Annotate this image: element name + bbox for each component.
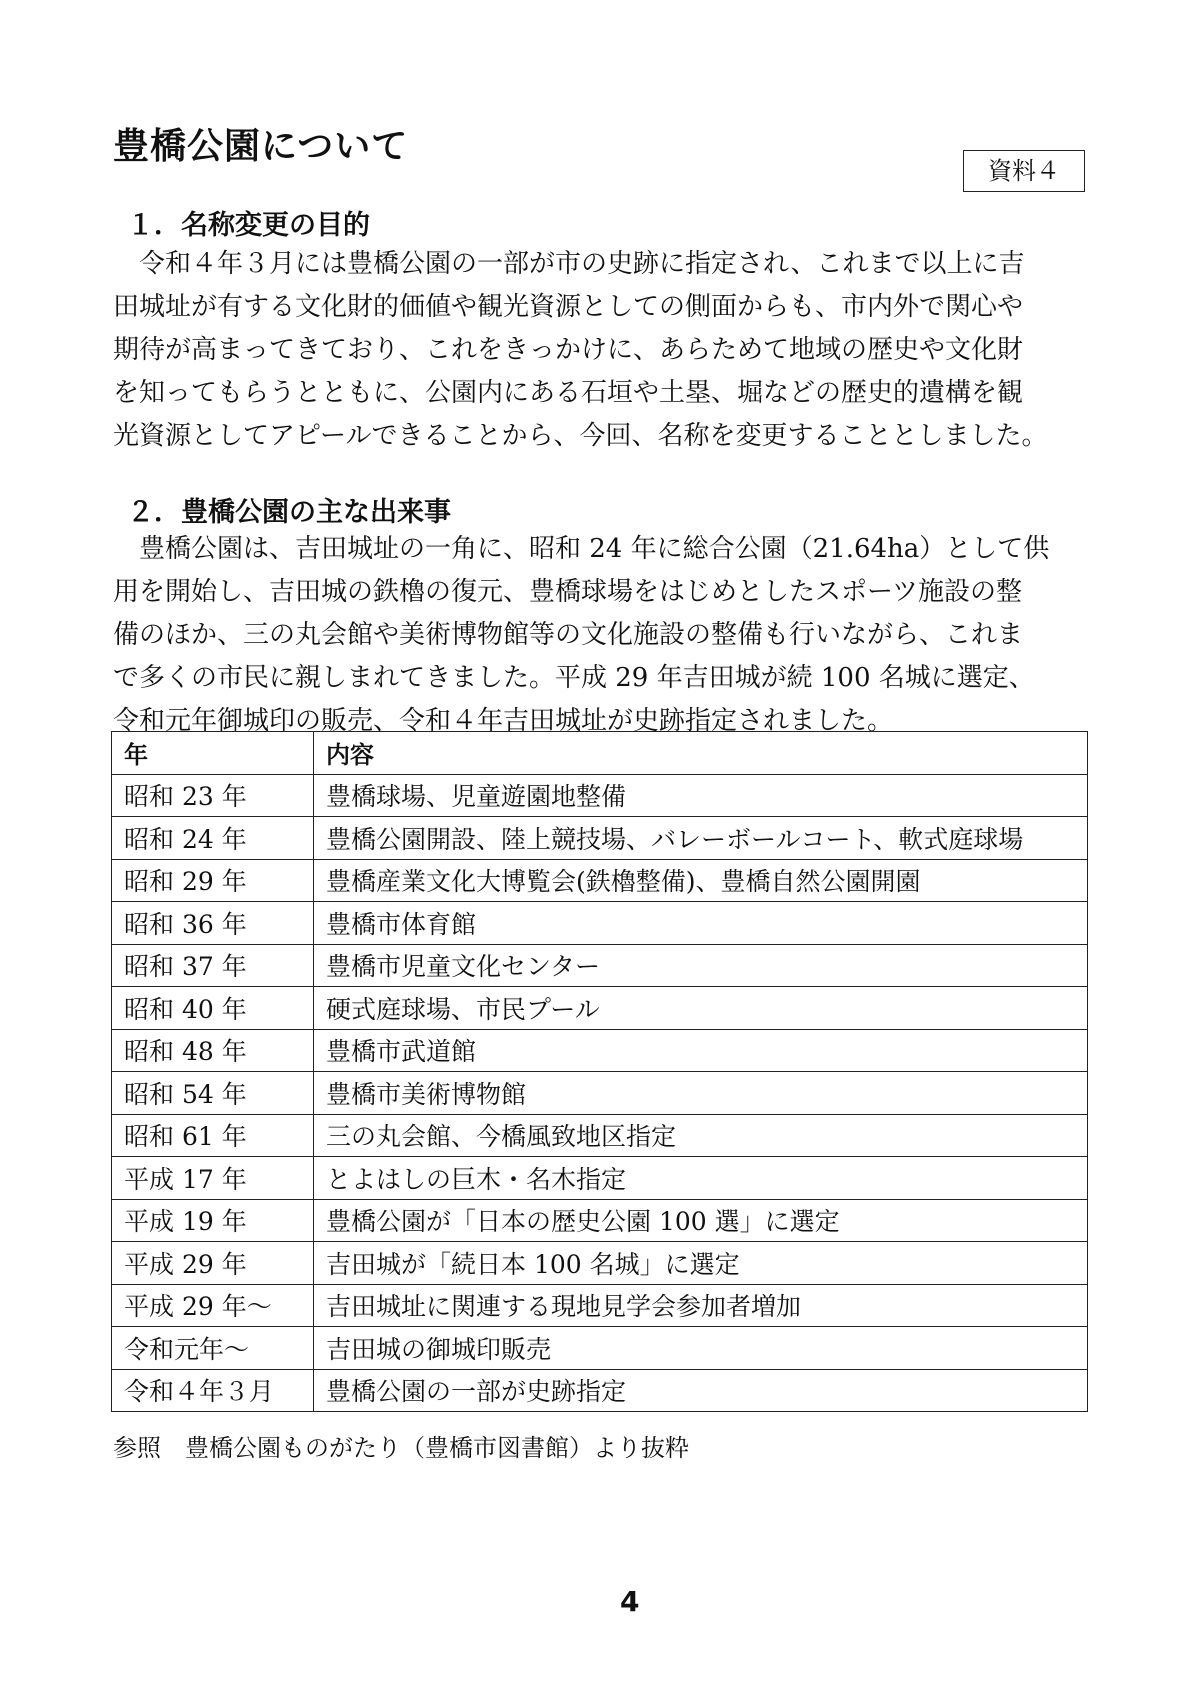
paragraph-line: を知ってもらうとともに、公園内にある石垣や土塁、堀などの歴史的遺構を観 [113, 378, 1024, 408]
year-cell: 昭和 37 年 [112, 944, 314, 987]
section-1-heading: １．名称変更の目的 [127, 210, 370, 241]
content-cell: 硬式庭球場、市民プール [314, 987, 1088, 1030]
page-number: 4 [620, 1585, 640, 1618]
year-cell: 平成 17 年 [112, 1157, 314, 1200]
table-row [112, 987, 1088, 1030]
table-row [112, 1157, 1088, 1200]
table-row [112, 944, 1088, 987]
paragraph-line: 令和４年３月には豊橋公園の一部が市の史跡に指定され、これまで以上に吉 [113, 249, 1025, 279]
column-header-content: 内容 [314, 732, 1088, 775]
year-cell: 昭和 23 年 [112, 774, 314, 817]
year-cell: 昭和 29 年 [112, 859, 314, 902]
table-row [112, 1072, 1088, 1115]
page-title: 豊橋公園について [113, 126, 409, 167]
content-cell: 吉田城の御城印販売 [314, 1327, 1088, 1370]
paragraph-line: 令和元年御城印の販売、令和４年吉田城址が史跡指定されました。 [113, 706, 894, 736]
table-row [112, 859, 1088, 902]
section-2-paragraph [113, 528, 1113, 743]
section-1-paragraph [113, 243, 1113, 458]
year-cell: 昭和 61 年 [112, 1114, 314, 1157]
year-cell: 平成 19 年 [112, 1199, 314, 1242]
year-cell: 昭和 48 年 [112, 1029, 314, 1072]
content-cell: 吉田城が「続日本 100 名城」に選定 [314, 1242, 1088, 1285]
table-row [112, 1199, 1088, 1242]
paragraph-line: 備のほか、三の丸会館や美術博物館等の文化施設の整備も行いながら、これま [113, 620, 1024, 650]
paragraph-line: 田城址が有する文化財的価値や観光資源としての側面からも、市内外で関心や [113, 292, 1024, 322]
year-cell: 昭和 24 年 [112, 817, 314, 860]
table-row [112, 1242, 1088, 1285]
events-table [111, 731, 1088, 1412]
content-cell: 豊橋市児童文化センター [314, 944, 1088, 987]
year-cell: 昭和 40 年 [112, 987, 314, 1030]
year-cell: 昭和 36 年 [112, 902, 314, 945]
content-cell: 豊橋球場、児童遊園地整備 [314, 774, 1088, 817]
table-row [112, 817, 1088, 860]
year-cell: 平成 29 年 [112, 1242, 314, 1285]
paragraph-line: 期待が高まってきており、これをきっかけに、あらためて地域の歴史や文化財 [113, 335, 1024, 365]
table-header-row [112, 732, 1088, 775]
section-2-heading: ２．豊橋公園の主な出来事 [127, 497, 451, 528]
year-cell: 令和元年～ [112, 1327, 314, 1370]
paragraph-line: 光資源としてアピールできることから、今回、名称を変更することとしました。 [113, 421, 1048, 451]
document-label: 資料４ [963, 150, 1085, 192]
content-cell: とよはしの巨木・名木指定 [314, 1157, 1088, 1200]
year-cell: 昭和 54 年 [112, 1072, 314, 1115]
content-cell: 豊橋公園の一部が史跡指定 [314, 1369, 1088, 1412]
content-cell: 豊橋産業文化大博覧会(鉄櫓整備)、豊橋自然公園開園 [314, 859, 1088, 902]
table-row [112, 774, 1088, 817]
year-cell: 令和４年３月 [112, 1369, 314, 1412]
table-row [112, 1369, 1088, 1412]
column-header-year: 年 [112, 732, 314, 775]
table-row [112, 1029, 1088, 1072]
content-cell: 豊橋市武道館 [314, 1029, 1088, 1072]
reference-note: 参照 豊橋公園ものがたり（豊橋市図書館）より抜粋 [113, 1434, 689, 1462]
content-cell: 吉田城址に関連する現地見学会参加者増加 [314, 1284, 1088, 1327]
content-cell: 豊橋公園開設、陸上競技場、バレーボールコート、軟式庭球場 [314, 817, 1088, 860]
paragraph-line: 用を開始し、吉田城の鉄櫓の復元、豊橋球場をはじめとしたスポーツ施設の整 [113, 577, 1022, 607]
table-row [112, 1327, 1088, 1370]
table-row [112, 1284, 1088, 1327]
paragraph-line: で多くの市民に親しまれてきました。平成 29 年吉田城が続 100 名城に選定、 [113, 663, 1035, 693]
content-cell: 豊橋市美術博物館 [314, 1072, 1088, 1115]
year-cell: 平成 29 年～ [112, 1284, 314, 1327]
content-cell: 豊橋公園が「日本の歴史公園 100 選」に選定 [314, 1199, 1088, 1242]
content-cell: 豊橋市体育館 [314, 902, 1088, 945]
table-row [112, 1114, 1088, 1157]
paragraph-line: 豊橋公園は、吉田城址の一角に、昭和 24 年に総合公園（21.64ha）として供 [113, 534, 1050, 564]
table-row [112, 902, 1088, 945]
content-cell: 三の丸会館、今橋風致地区指定 [314, 1114, 1088, 1157]
